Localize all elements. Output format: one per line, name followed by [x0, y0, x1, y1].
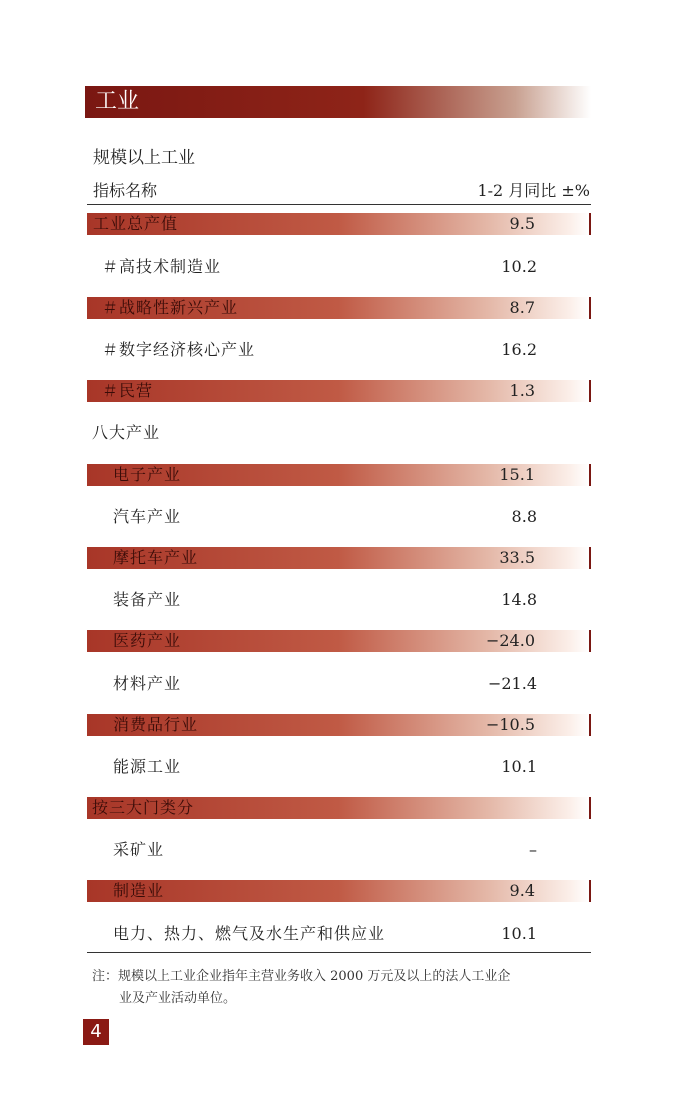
table-top-rule [87, 204, 591, 205]
footnote [92, 966, 592, 1010]
table-row [87, 880, 591, 902]
table-row [87, 673, 591, 695]
row-label: ＃民营 [102, 381, 154, 400]
table-row [87, 422, 591, 444]
row-value: 9.4 [509, 881, 535, 900]
row-value: 9.5 [509, 214, 535, 233]
table-title: 规模以上工业 [93, 148, 195, 168]
table-bottom-rule [87, 952, 591, 953]
row-value: 1.3 [509, 381, 535, 400]
table-row [87, 589, 591, 611]
table-row [87, 923, 591, 945]
row-label: ＃高技术制造业 [102, 257, 222, 276]
section-title: 工业 [95, 89, 140, 114]
row-label: 消费品行业 [113, 715, 199, 734]
table-row [87, 506, 591, 528]
row-value: −10.5 [485, 715, 535, 734]
row-value: 10.1 [501, 924, 537, 943]
table-row [87, 756, 591, 778]
footnote-line-2: 业及产业活动单位。 [119, 991, 237, 1006]
row-value: – [529, 840, 537, 859]
row-value: 10.1 [501, 757, 537, 776]
table-row [87, 464, 591, 486]
header-yoy: 1-2 月同比 ±% [477, 181, 590, 200]
table-row [87, 213, 591, 235]
row-label: ＃战略性新兴产业 [102, 298, 239, 317]
section-banner [85, 86, 591, 118]
footnote-line-1: 注：规模以上工业企业指年主营业务收入 2000 万元及以上的法人工业企 [92, 969, 511, 984]
table-row [87, 380, 591, 402]
table-row [87, 297, 591, 319]
row-label: 制造业 [113, 881, 165, 900]
row-label: 八大产业 [92, 423, 161, 442]
page-number: 4 [83, 1019, 109, 1045]
row-label: 按三大门类分 [92, 798, 195, 817]
table-row [87, 256, 591, 278]
row-label: 医药产业 [113, 631, 182, 650]
row-value: 14.8 [501, 590, 537, 609]
row-value: 16.2 [501, 340, 537, 359]
row-label: 电子产业 [113, 465, 182, 484]
row-label: 材料产业 [113, 674, 182, 693]
row-value: 33.5 [499, 548, 535, 567]
row-label: 电力、热力、燃气及水生产和供应业 [113, 924, 386, 943]
row-value: 8.8 [511, 507, 537, 526]
row-value: 8.7 [509, 298, 535, 317]
row-value: −21.4 [487, 674, 537, 693]
row-label: 摩托车产业 [113, 548, 199, 567]
table-header [93, 180, 590, 204]
table-row [87, 714, 591, 736]
row-value: 10.2 [501, 257, 537, 276]
row-label: 装备产业 [113, 590, 182, 609]
header-indicator-name: 指标名称 [93, 181, 158, 200]
row-label: 汽车产业 [113, 507, 182, 526]
row-label: ＃数字经济核心产业 [102, 340, 256, 359]
table-row [87, 630, 591, 652]
table-row [87, 797, 591, 819]
row-label: 工业总产值 [93, 214, 179, 233]
row-value: 15.1 [499, 465, 535, 484]
table-row [87, 839, 591, 861]
table-row [87, 547, 591, 569]
row-label: 能源工业 [113, 757, 182, 776]
row-label: 采矿业 [113, 840, 165, 859]
row-value: −24.0 [485, 631, 535, 650]
table-row [87, 339, 591, 361]
